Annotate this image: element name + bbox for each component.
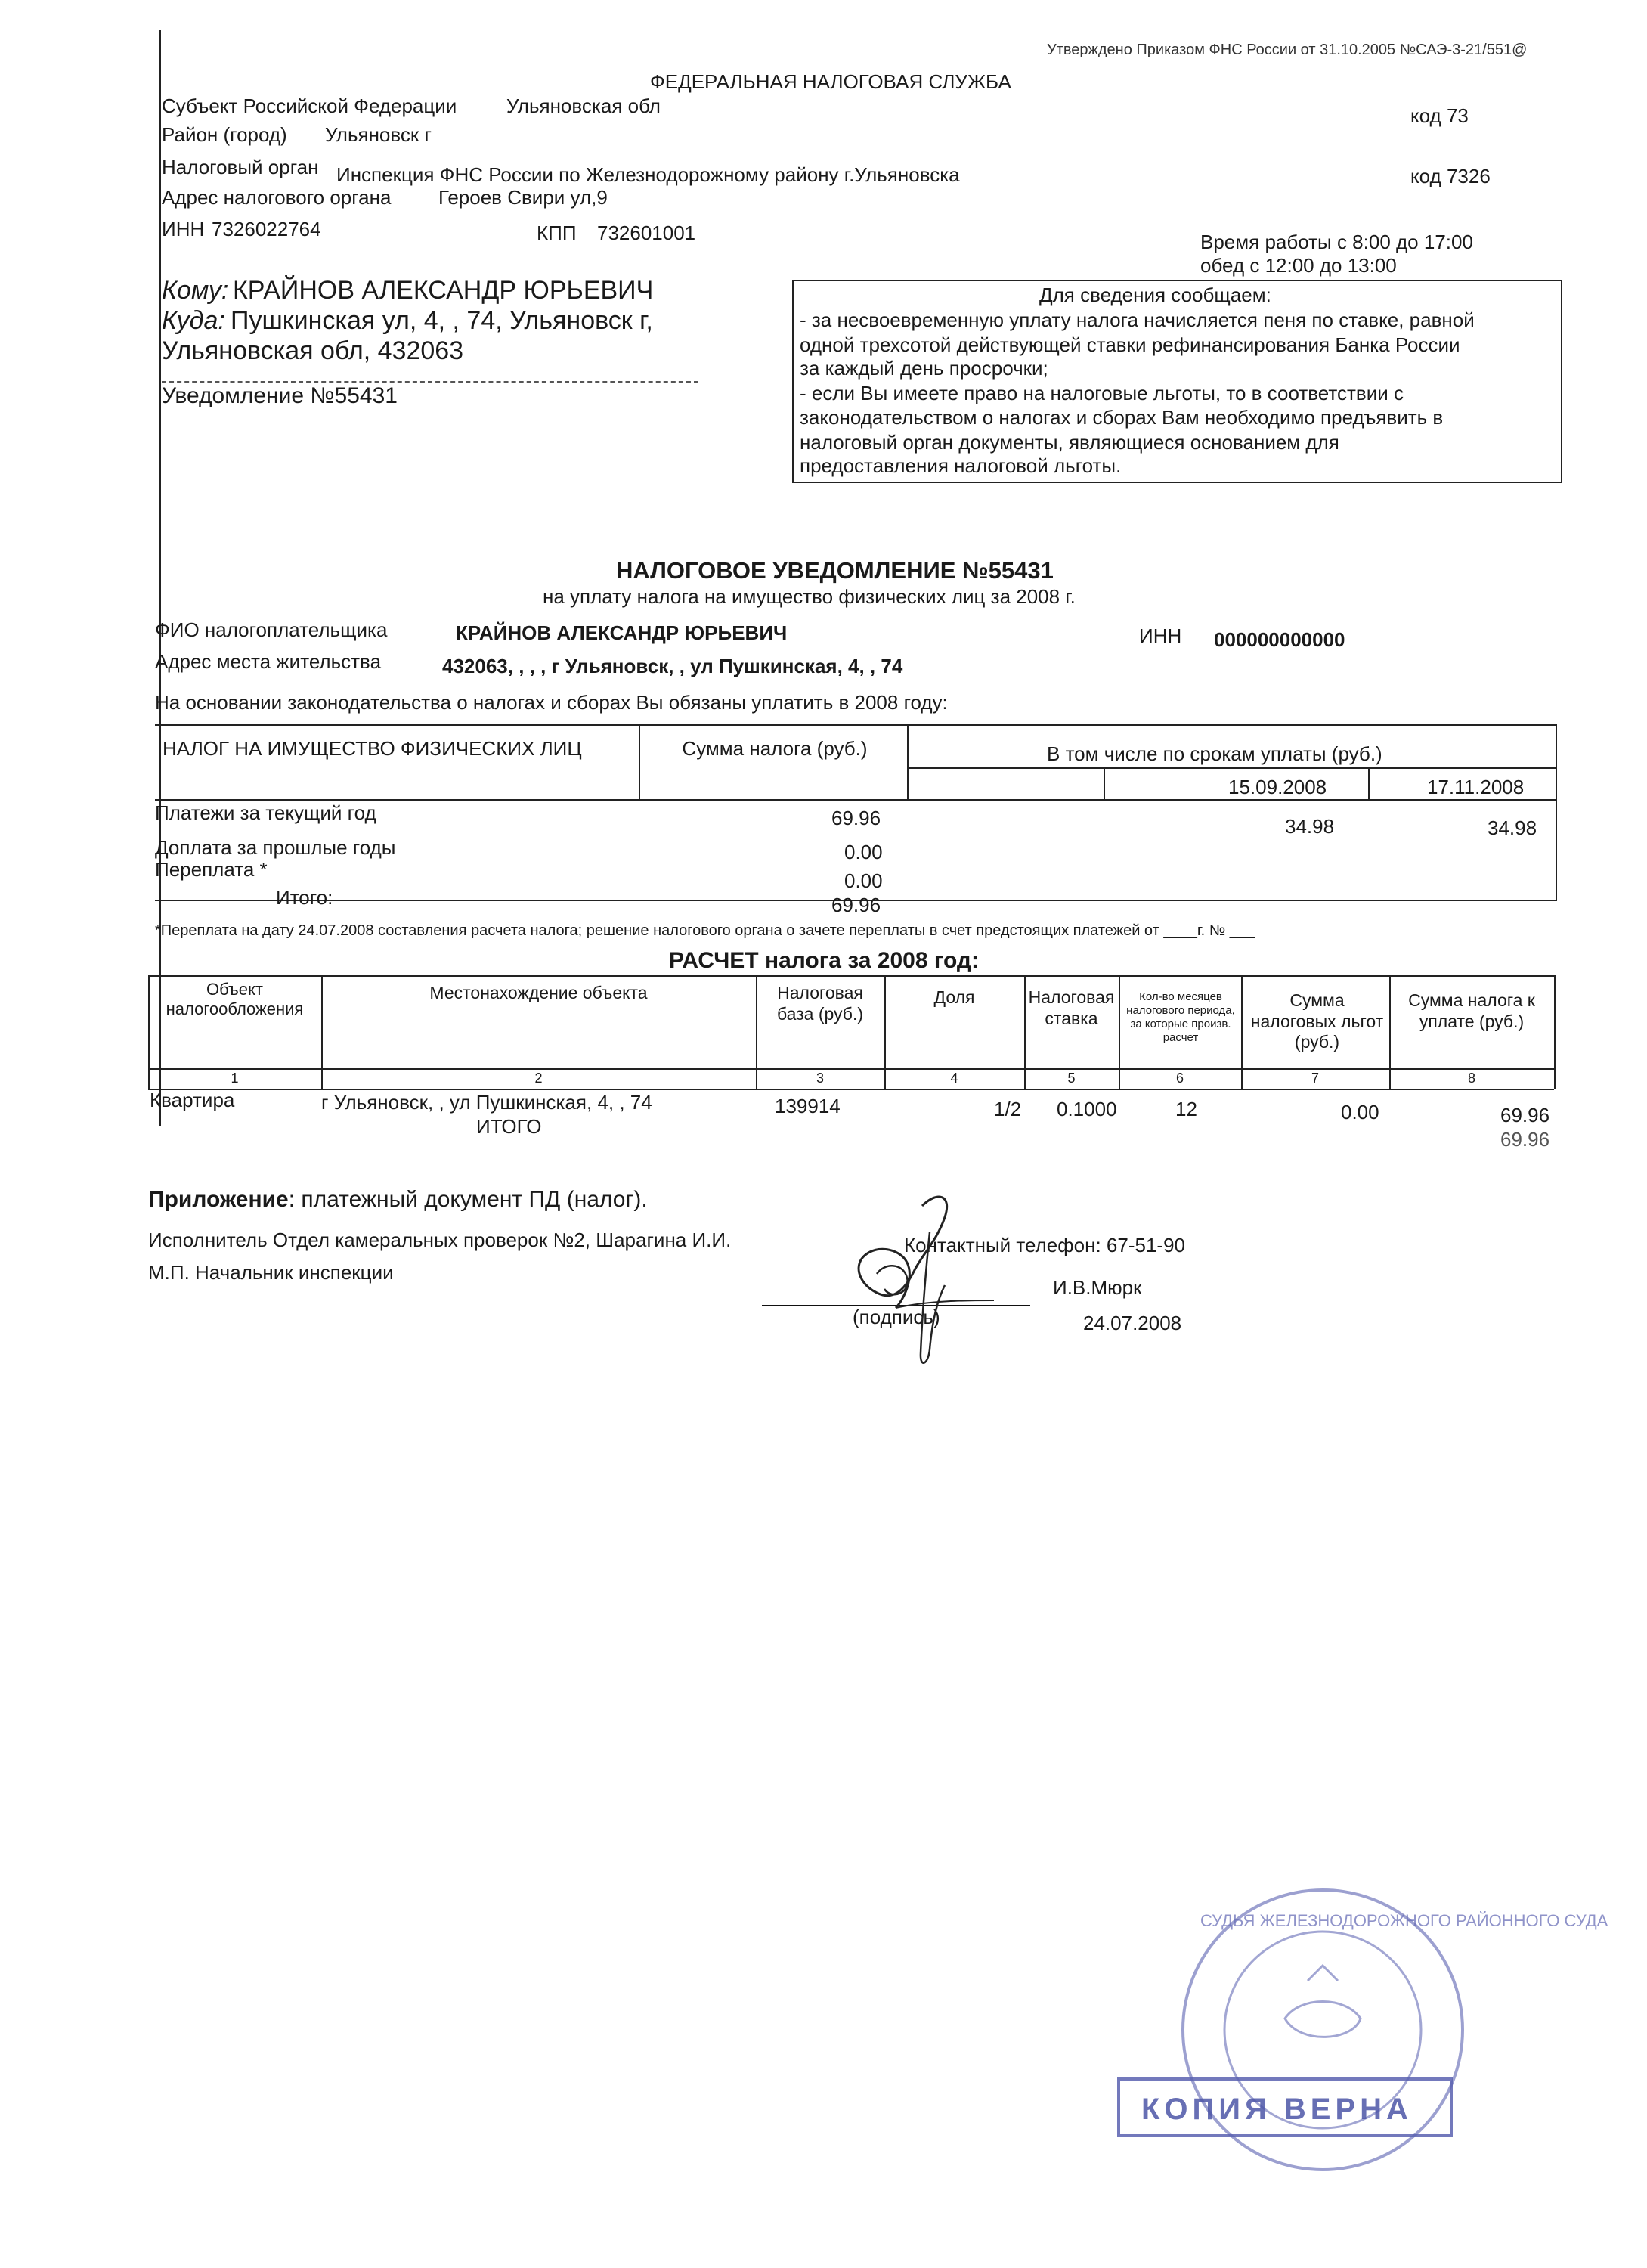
taxpayer-inn-label: ИНН [1139, 624, 1182, 647]
basis-text: На основании законодательства о налогах и сборах Вы обязаны уплатить в 2008 году: [155, 691, 948, 714]
calc-num-8: 8 [1467, 1070, 1475, 1086]
taxpayer-inn-value: 000000000000 [1214, 628, 1345, 651]
calc-num-7: 7 [1311, 1070, 1319, 1086]
pay-table-col-sep-1 [639, 724, 640, 799]
total-label: Итого: [276, 886, 333, 909]
calc-row-sum: 69.96 [1500, 1104, 1550, 1126]
row-over-sum: 0.00 [844, 869, 883, 892]
executor-line: Исполнитель Отдел камеральных проверок №2, Шарагина И.И. [148, 1228, 732, 1251]
attachment-value: : платежный документ ПД (налог). [288, 1187, 648, 1212]
inn-value: 7326022764 [212, 218, 321, 240]
kpp-value: 732601001 [597, 222, 696, 244]
calc-head-sum: Сумма налога к уплате (руб.) [1408, 990, 1535, 1031]
pay-table-col-sep-2 [907, 724, 909, 799]
where-line1: Пушкинская ул, 4, , 74, Ульяновск г, [231, 306, 653, 335]
contact-phone: Контактный телефон: 67-51-90 [904, 1234, 1185, 1256]
row-current-label: Платежи за текущий год [155, 801, 376, 824]
signature-label: (подпись) [853, 1306, 940, 1328]
pay-table-right-edge [1556, 724, 1557, 900]
notice-subtitle: на уплату налога на имущество физических лиц за 2008 г. [543, 585, 1076, 608]
calc-num-1: 1 [231, 1070, 239, 1086]
calc-head-rate: Налоговая ставка [1028, 987, 1115, 1028]
recipient-divider [162, 381, 698, 383]
signer-name: И.В.Мюрк [1053, 1276, 1142, 1299]
address-label: Адрес налогового органа [162, 186, 392, 209]
info-line-1: - за несвоевременную уплату налога начисляется пеня по ставке, равной [800, 308, 1475, 331]
organ-label: Налоговый орган [162, 156, 319, 178]
pay-table-top [155, 724, 1557, 726]
residence-value: 432063, , , , г Ульяновск, , ул Пушкинская, 4, , 74 [442, 655, 903, 677]
left-margin-line [159, 30, 161, 1126]
calc-row-share: 1/2 [994, 1098, 1022, 1120]
calc-table-top [148, 975, 1554, 977]
pay-col-sum: Сумма налога (руб.) [682, 737, 868, 760]
where-line2: Ульяновская обл, 432063 [162, 336, 464, 365]
row-current-d1: 34.98 [1285, 815, 1335, 838]
calc-row-location: г Ульяновск, , ул Пушкинская, 4, , 74 [321, 1091, 652, 1114]
info-line-2: одной трехсотой действующей ставки рефинансирования Банка России [800, 333, 1460, 356]
fio-label: ФИО налогоплательщика [155, 618, 388, 641]
calc-numbers-bottom [148, 1089, 1554, 1090]
stamp-copy-text: КОПИЯ ВЕРНА [1141, 2093, 1413, 2126]
overpayment-footnote: *Переплата на дату 24.07.2008 составления расчета налога; решение налогового органа о зачете переплаты в счет предстоящих платежей от ____г. № ___ [155, 922, 1255, 939]
residence-label: Адрес места жительства [155, 650, 382, 673]
to-value: КРАЙНОВ АЛЕКСАНДР ЮРЬЕВИЧ [233, 276, 654, 305]
notice-number: Уведомление №55431 [162, 383, 398, 408]
attachment-label: Приложение [148, 1187, 289, 1212]
calc-col-edge-right [1554, 975, 1556, 1089]
calc-total-label: ИТОГО [476, 1115, 542, 1138]
pay-col-tax-name: НАЛОГ НА ИМУЩЕСТВО ФИЗИЧЕСКИХ ЛИЦ [163, 737, 582, 760]
calc-num-6: 6 [1175, 1070, 1184, 1086]
pay-table-col-sep-4 [1368, 767, 1370, 799]
calc-title: РАСЧЕТ налога за 2008 год: [669, 948, 979, 973]
calc-row-months: 12 [1175, 1098, 1197, 1120]
info-line-4: - если Вы имеете право на налоговые льготы, то в соответствии с [800, 382, 1404, 404]
inn-label: ИНН [162, 218, 205, 240]
where-label: Куда: [162, 306, 225, 335]
row-prev-label: Доплата за прошлые годы [155, 836, 396, 859]
signature-date: 24.07.2008 [1083, 1312, 1182, 1334]
pay-table-date-divider [907, 767, 1557, 769]
calc-row-base: 139914 [775, 1095, 841, 1117]
info-title: Для сведения сообщаем: [1039, 284, 1271, 306]
calc-row-rate: 0.1000 [1057, 1098, 1117, 1120]
notice-title: НАЛОГОВОЕ УВЕДОМЛЕНИЕ №55431 [616, 557, 1054, 584]
row-over-label: Переплата * [155, 858, 268, 881]
stamp-ring-text: СУДЬЯ ЖЕЛЕЗНОДОРОЖНОГО РАЙОННОГО СУДА [1200, 1911, 1608, 1930]
info-line-3: за каждый день просрочки; [800, 357, 1048, 380]
kpp-label: КПП [537, 222, 577, 244]
info-line-5: законодательством о налогах и сборах Вам необходимо предъявить в [800, 406, 1444, 429]
row-current-d2: 34.98 [1488, 816, 1537, 839]
row-current-sum: 69.96 [831, 807, 881, 829]
organ-value: Инспекция ФНС России по Железнодорожному району г.Ульяновска [336, 163, 960, 186]
calc-row-benefits: 0.00 [1341, 1101, 1379, 1123]
pay-table-header-bottom [155, 799, 1557, 801]
signature-icon [831, 1187, 1028, 1376]
work-hours: Время работы с 8:00 до 17:00 [1200, 231, 1473, 253]
subject-label: Субъект Российской Федерации [162, 94, 457, 117]
calc-num-4: 4 [950, 1070, 958, 1086]
calc-num-5: 5 [1067, 1070, 1076, 1086]
calc-head-location: Местонахождение объекта [429, 983, 648, 1002]
attachment-line [148, 1187, 648, 1213]
pay-date-2: 17.11.2008 [1427, 776, 1525, 798]
pay-table-col-sep-3 [1104, 767, 1105, 799]
organ-code: код 7326 [1410, 165, 1491, 187]
pay-col-terms: В том числе по срокам уплаты (руб.) [1047, 742, 1382, 765]
service-title: ФЕДЕРАЛЬНАЯ НАЛОГОВАЯ СЛУЖБА [650, 70, 1011, 93]
calc-head-share: Доля [933, 987, 975, 1007]
info-line-7: предоставления налоговой льготы. [800, 454, 1122, 477]
to-label: Кому: [162, 276, 229, 305]
total-sum: 69.96 [831, 894, 881, 916]
calc-num-3: 3 [816, 1070, 824, 1086]
calc-head-months: Кол-во месяцев налогового периода, за которые произв. расчет [1126, 990, 1235, 1044]
calc-head-base: Налоговая база (руб.) [776, 983, 864, 1024]
calc-header-bottom [148, 1068, 1554, 1070]
row-prev-sum: 0.00 [844, 841, 883, 863]
address-value: Героев Свири ул,9 [438, 186, 608, 209]
calc-total-sum: 69.96 [1500, 1128, 1550, 1151]
subject-code: код 73 [1410, 104, 1469, 127]
approval-note: Утверждено Приказом ФНС России от 31.10.2005 №САЭ-3-21/551@ [1047, 42, 1528, 58]
info-line-6: налоговый орган документы, являющиеся основанием для [800, 431, 1339, 454]
mp-line: М.П. Начальник инспекции [148, 1261, 394, 1284]
calc-row-object: Квартира [150, 1089, 235, 1111]
district-value: Ульяновск г [325, 123, 432, 146]
lunch-hours: обед с 12:00 до 13:00 [1200, 254, 1397, 277]
pay-date-1: 15.09.2008 [1228, 776, 1327, 798]
calc-head-object: Объект налогообложения [166, 980, 304, 1019]
fio-value: КРАЙНОВ АЛЕКСАНДР ЮРЬЕВИЧ [456, 621, 788, 644]
subject-value: Ульяновская обл [506, 94, 661, 117]
calc-head-benefits: Сумма налоговых льгот (руб.) [1250, 990, 1384, 1052]
calc-num-2: 2 [534, 1070, 543, 1086]
district-label: Район (город) [162, 123, 287, 146]
